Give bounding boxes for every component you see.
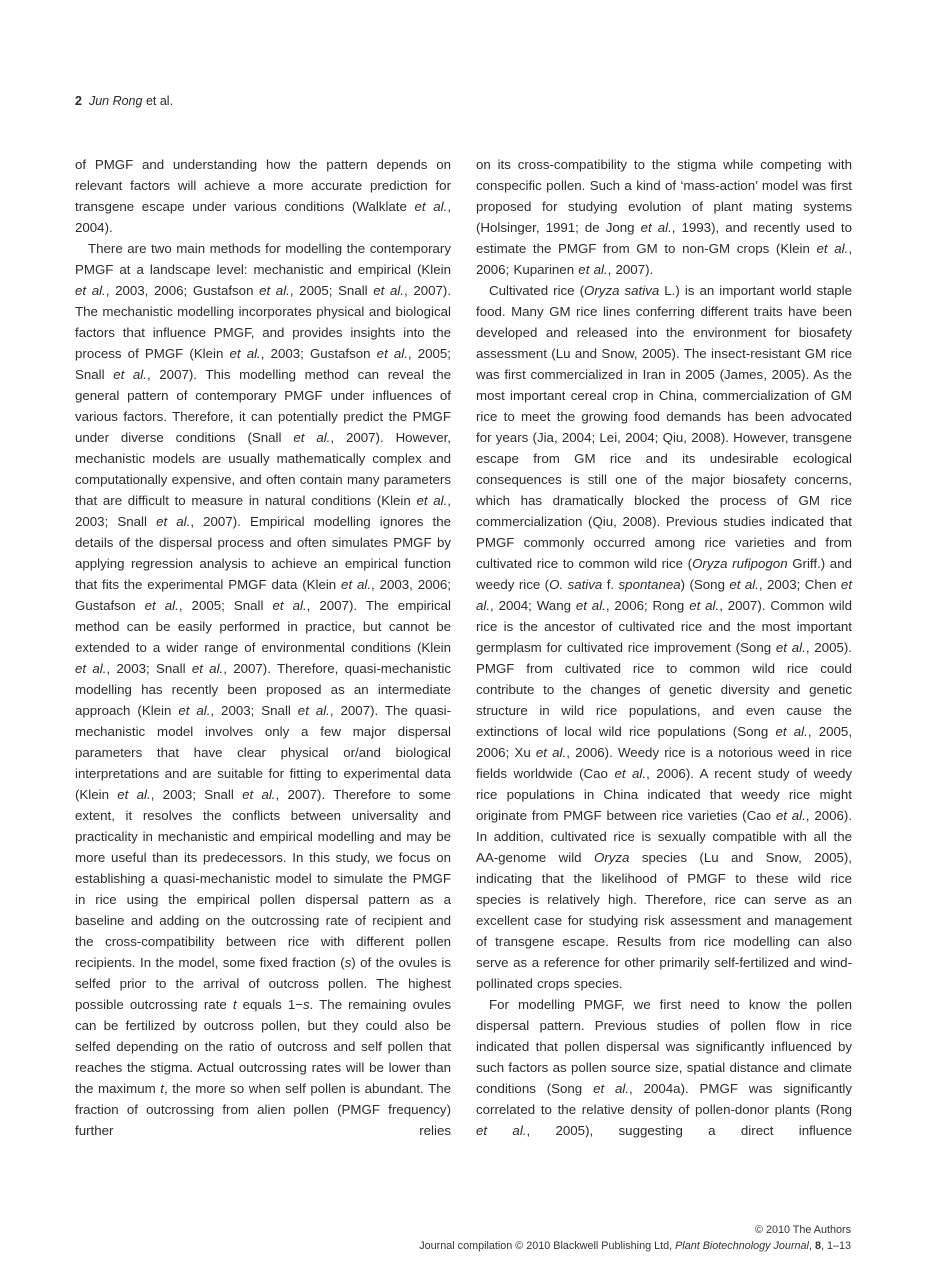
text-run: , 2004a). PMGF was significantly correlated to the relative density of pollen-donor plants (Rong bbox=[476, 1081, 853, 1117]
text-run: Oryza rufipogon bbox=[692, 556, 788, 571]
text-run: Oryza sativa bbox=[584, 283, 660, 298]
text-run: , 2007). The empirical method can be easily performed in practice, but cannot be extended to a wider range of environmental conditions (Klein bbox=[75, 598, 452, 655]
text-run: , 2003; Snall bbox=[106, 661, 192, 676]
text-run: et al. bbox=[535, 745, 567, 760]
text-run: et al. bbox=[640, 220, 672, 235]
text-run: ) of the ovules is selfed prior to the arrival of outcross pollen. The highest possible outcrossing rate bbox=[75, 955, 451, 1012]
text-run: Griff.) and weedy rice ( bbox=[476, 556, 852, 592]
paragraph bbox=[75, 238, 451, 1141]
text-run: Oryza bbox=[593, 850, 630, 865]
text-run: , 2003; Chen bbox=[758, 577, 841, 592]
footer-line-journal bbox=[419, 1238, 851, 1254]
text-run: et al. bbox=[341, 577, 372, 592]
text-run: , 2007). Common wild rice is the ancestor of cultivated rice and the most important germplasm for cultivated rice improvement (Song bbox=[476, 598, 853, 655]
text-run: et al. bbox=[476, 1123, 527, 1138]
text-run: et al. bbox=[142, 94, 174, 108]
text-run: Journal compilation © 2010 Blackwell Publishing Ltd, bbox=[419, 1240, 676, 1252]
text-run: , 2005, 2006; Xu bbox=[476, 724, 853, 760]
paragraph bbox=[476, 994, 852, 1141]
text-run: t bbox=[232, 997, 237, 1012]
text-run: , 2007). This modelling method can reveal the general pattern of contemporary PMGF under influences of various factors. Therefore, it can potentially predict the PMGF under diverse conditions (Snall bbox=[75, 367, 452, 445]
text-run: et al. bbox=[229, 346, 261, 361]
text-run: , bbox=[808, 1240, 815, 1252]
copyright-footer bbox=[419, 1222, 851, 1254]
text-run: spontanea bbox=[618, 577, 681, 592]
text-run: , 2005; Snall bbox=[289, 283, 374, 298]
text-run: , 2006). In addition, cultivated rice is sexually compatible with all the AA-genome wild bbox=[476, 808, 853, 865]
text-run: et al. bbox=[593, 1081, 630, 1096]
text-run: , 2003; Gustafson bbox=[260, 346, 377, 361]
text-run: , 2003; Snall bbox=[150, 787, 243, 802]
text-run: , 2004). bbox=[75, 199, 452, 235]
text-run: et al. bbox=[614, 766, 647, 781]
text-run: et al. bbox=[178, 703, 211, 718]
text-run: , 2007). Empirical modelling ignores the details of the dispersal process and often simulates PMGF by applying regression analysis to achieve an empirical function that fits the experimental PMGF data (Klein bbox=[75, 514, 451, 592]
text-run: 8 bbox=[814, 1240, 821, 1252]
text-run: , 2003; Snall bbox=[210, 703, 298, 718]
paragraph bbox=[75, 154, 451, 238]
text-run: t bbox=[160, 1081, 164, 1096]
text-run: , the more so when self pollen is abundant. The fraction of outcrossing from alien pollen (PMGF frequency) further relies bbox=[75, 1081, 451, 1138]
text-run: et al. bbox=[729, 577, 759, 592]
text-run: , 2003, 2006; Gustafson bbox=[75, 577, 451, 613]
text-run: , 2007). However, mechanistic models are usually mathematically complex and computationally expensive, and often contain many parameters that are difficult to measure in natural conditions (Klein bbox=[75, 430, 451, 508]
text-run: , 2007). Therefore, quasi-mechanistic modelling has recently been proposed as an intermediate approach (Klein bbox=[75, 661, 452, 718]
text-run: et al. bbox=[416, 493, 448, 508]
text-run: , 2007). bbox=[607, 262, 654, 277]
text-run: , 1–13 bbox=[820, 1240, 851, 1252]
text-run: et al. bbox=[775, 640, 806, 655]
text-run: et al. bbox=[117, 787, 151, 802]
text-run: , 2006; Rong bbox=[605, 598, 690, 613]
text-run: L.) is an important world staple food. Many GM rice lines conferring different traits have been developed and released into the environment for biosafety assessment (Lu and Snow, 2005). The insect-resistant GM rice was first commercialized in Iran in 2005 (James, 2005). As the most important cereal crop in China, commercialization of GM rice to meet the growing food demands has been advocated for years (Jia, 2004; Lei, 2004; Qiu, 2008). However, transgene escape from GM rice and its undesirable ecological consequences is still one of the major biosafety concerns, which has dramatically blocked the process of GM rice commercialization (Qiu, 2008). Previous studies indicated that PMGF commonly occurred among rice varieties and from cultivated rice to common wild rice ( bbox=[476, 283, 852, 571]
text-run: , 2005), suggesting a direct influence bbox=[526, 1123, 852, 1138]
text-run: et al. bbox=[373, 283, 405, 298]
text-run: et al. bbox=[689, 598, 720, 613]
text-run: Plant Biotechnology Journal bbox=[675, 1240, 809, 1252]
running-header bbox=[75, 94, 173, 108]
text-run: , 2006). Weedy rice is a notorious weed in rice fields worldwide (Cao bbox=[476, 745, 852, 781]
right-column bbox=[476, 154, 852, 1141]
text-run: s bbox=[303, 997, 310, 1012]
text-run: et al. bbox=[113, 367, 147, 382]
text-run: , 2005). PMGF from cultivated rice to common wild rice could contribute to the changes of genetic diversity and genetic structure in wild rice populations, and even cause the extinctions of local wild rice populations (Song bbox=[476, 640, 853, 739]
text-run: , 2003, 2006; Gustafson bbox=[105, 283, 260, 298]
text-run: species (Lu and Snow, 2005), indicating that the likelihood of PMGF to these wild rice species is relatively high. Therefore, rice can serve as an excellent case for studying risk assessment and management of transgene escape. Results from rice modelling can also serve as a reference for other primarily self-fertilized and wind-pollinated crops species. bbox=[476, 850, 852, 991]
text-run: et al. bbox=[376, 346, 408, 361]
text-run: Jun Rong bbox=[88, 94, 143, 108]
text-run: , 2006; Kuparinen bbox=[476, 241, 853, 277]
text-run: , 2006). A recent study of weedy rice populations in China indicated that weedy rice might originate from PMGF between rice varieties (Cao bbox=[476, 766, 853, 823]
text-run: For modelling PMGF, we first need to know the pollen dispersal pattern. Previous studies of pollen flow in rice indicated that pollen dispersal was significantly influenced by such factors as pollen source size, spatial distance and climate conditions (Song bbox=[476, 997, 852, 1096]
text-run: O. sativa bbox=[549, 577, 603, 592]
text-run: et al. bbox=[191, 661, 224, 676]
text-run: et al. bbox=[242, 787, 276, 802]
text-run: , 2005; Snall bbox=[178, 598, 273, 613]
text-run: equals 1− bbox=[236, 997, 304, 1012]
text-run: et al. bbox=[144, 598, 179, 613]
text-run: , 2007). The quasi-mechanistic model involves only a few major dispersal parameters that have clear physical or/and biological interpretations and are suitable for fitting to experimental data (Klein bbox=[75, 703, 451, 802]
paragraph bbox=[476, 280, 852, 994]
text-run: on its cross-compatibility to the stigma while competing with conspecific pollen. Such a kind of ‘mass-action’ model was first proposed for studying evolution of plant mating systems (Holsinger, 1991; de Jong bbox=[476, 157, 852, 235]
text-run: , 2005; Snall bbox=[75, 346, 452, 382]
text-run: ) (Song bbox=[680, 577, 730, 592]
text-run: et al. bbox=[259, 283, 290, 298]
text-run: et al. bbox=[816, 241, 849, 256]
text-run: et al. bbox=[297, 703, 330, 718]
text-run: of PMGF and understanding how the pattern depends on relevant factors will achieve a more accurate prediction for transgene escape under various conditions (Walklate bbox=[75, 157, 451, 214]
paragraph bbox=[476, 154, 852, 280]
text-run: , 1993), and recently used to estimate the PMGF from GM to non-GM crops (Klein bbox=[476, 220, 852, 256]
text-run: et al. bbox=[775, 724, 808, 739]
running-header-authors bbox=[89, 94, 173, 108]
text-run: © 2010 The Authors bbox=[755, 1224, 851, 1236]
text-run: et al. bbox=[414, 199, 448, 214]
text-run: f. bbox=[602, 577, 619, 592]
left-column bbox=[75, 154, 451, 1141]
text-run: et al. bbox=[476, 577, 853, 613]
text-run: s bbox=[344, 955, 352, 970]
text-run: et al. bbox=[75, 661, 107, 676]
text-run: , 2007). Therefore to some extent, it resolves the conflicts between universality and practicality in mechanistic and empirical modelling and may be more useful than its predecessors. In this study, we focus on establishing a quasi-mechanistic model to simulate the PMGF in rice using the empirical pollen dispersal pattern as a baseline and adding on the outcrossing rate of recipient and the cross-compatibility between rice with different pollen recipients. In the model, some fixed fraction ( bbox=[75, 787, 452, 970]
text-run: , 2004; Wang bbox=[490, 598, 576, 613]
text-run: et al. bbox=[575, 598, 606, 613]
text-run: et al. bbox=[75, 283, 106, 298]
two-column-body bbox=[75, 154, 852, 1141]
text-run: et al. bbox=[578, 262, 608, 277]
text-run: , 2007). The mechanistic modelling incorporates physical and biological factors that influence PMGF, and provides insights into the process of PMGF (Klein bbox=[75, 283, 452, 361]
page-number: 2 bbox=[75, 94, 82, 108]
text-run: , 2003; Snall bbox=[75, 493, 451, 529]
text-run: Cultivated rice ( bbox=[489, 283, 585, 298]
text-run: et al. bbox=[156, 514, 191, 529]
footer-line-authors bbox=[419, 1222, 851, 1238]
text-run: . The remaining ovules can be fertilized by outcross pollen, but they could also be selfed depending on the ratio of outcross and self pollen that reaches the stigma. Actual outcrossing rates will be lower than the maximum bbox=[75, 997, 452, 1096]
text-run: et al. bbox=[775, 808, 806, 823]
text-run: et al. bbox=[293, 430, 331, 445]
text-run: et al. bbox=[272, 598, 307, 613]
text-run: There are two main methods for modelling the contemporary PMGF at a landscape level: mechanistic and empirical (Klein bbox=[75, 241, 451, 277]
